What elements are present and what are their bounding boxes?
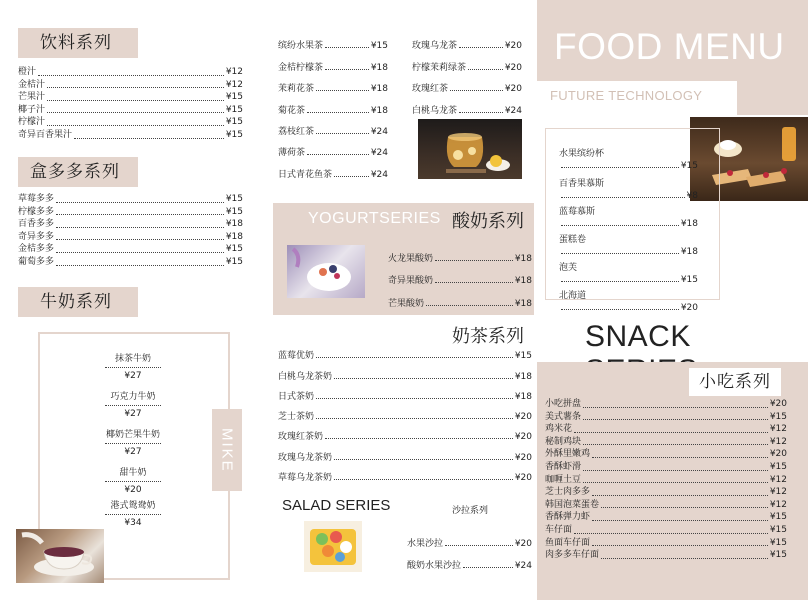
list-item: 香酥弹力虾 ¥15 [545,512,787,523]
yogurt-photo [287,245,365,298]
list-item: 肉多多车仔面 ¥15 [545,550,787,561]
snack-list [545,398,787,562]
list-item: 小吃拼盘 ¥20 [545,399,787,409]
salad-title-cn: 沙拉系列 [452,506,489,516]
list-item: 白桃乌龙茶 ¥24 [412,105,522,116]
fruit-tea-list-b [412,30,522,116]
list-item: 酸奶水果沙拉 ¥24 [407,561,532,571]
snack-title-cn-box [689,368,781,396]
list-item: 日式茶奶 ¥18 [278,391,532,402]
list-item: 椰奶芒果牛奶 ¥27 [105,430,160,457]
milk-tea-title: 奶茶系列 [452,326,524,347]
fruit-tea-list-a [278,30,388,180]
list-item: 日式青花鱼茶 ¥24 [278,169,388,180]
list-item: 水果缤纷杯 [559,149,605,159]
list-item: 蓝莓慕斯 [559,207,596,217]
list-item: 外酥里嫩鸡 ¥20 [545,449,787,460]
list-item: 柠檬茉莉绿茶 ¥20 [412,62,522,73]
list-item: 金桔汁 ¥12 [18,79,243,90]
list-item: 荔枝红茶 ¥24 [278,126,388,137]
list-item: 玫瑰乌龙茶 ¥20 [412,41,522,52]
list-item: 车仔面 ¥15 [545,524,787,535]
milk-side-label: MIKE [218,427,236,473]
list-item: 巧克力牛奶 ¥27 [80,391,186,420]
dessert-list [559,147,698,313]
boxes-header [18,157,138,187]
list-item: ¥8 [559,189,698,201]
yogurt-bowl-icon [287,245,365,298]
tea-cup-photo [16,529,104,583]
yogurt-title-cn: 酸奶系列 [452,211,524,232]
drinks-header [18,28,138,58]
teapot-photo [418,119,522,179]
list-item: 水果沙拉 ¥20 [407,539,532,549]
list-item: 缤纷水果茶 ¥15 [278,41,388,52]
tea-cup-icon [16,529,104,583]
list-item: 茉莉花茶 ¥18 [278,84,388,95]
list-item: 薄荷茶 ¥24 [278,148,388,159]
list-item: ¥18 [559,217,698,229]
salad-photo [304,521,362,572]
list-item: 金桔多多 ¥15 [18,244,243,255]
list-item: 菊花茶 ¥18 [278,105,388,116]
boxes-title: 盒多多系列 [30,162,120,182]
list-item: 柠檬多多 ¥15 [18,206,243,217]
list-item: 柠檬汁 ¥15 [18,117,243,128]
list-item: 火龙果酸奶 ¥18 [388,253,532,264]
header-title: FOOD MENU [554,26,785,67]
list-item: 芝士茶奶 ¥20 [278,412,532,423]
list-item: ¥15 [559,273,698,285]
snack-title-en: SNACK [585,320,691,353]
list-item: 蓝莓优奶 ¥15 [278,351,532,362]
salad-plate-icon [304,521,362,572]
list-item: 咖喱土豆 ¥12 [545,474,787,485]
list-item: 蛋糕卷 [559,235,587,245]
list-item: 港式鸳鸯奶 ¥34 [80,500,186,529]
list-item: 百香果慕斯 [559,179,605,189]
list-item: 葡萄多多 ¥15 [18,256,243,267]
list-item: 抹茶牛奶 ¥27 [80,353,186,382]
salad-list [407,527,532,571]
list-item: ¥18 [559,245,698,257]
list-item: 香酥虾滑 ¥15 [545,461,787,472]
list-item: ¥15 [559,159,698,171]
list-item: 百香多多 ¥18 [18,219,243,230]
list-item: 奇异百香果汁 ¥15 [18,129,243,140]
header-subtitle: FUTURE TECHNOLOGY [550,88,703,103]
list-item: 草莓多多 ¥15 [18,194,243,204]
list-item: 芒果汁 ¥15 [18,92,243,103]
list-item: 白桃乌龙茶奶 ¥18 [278,371,532,382]
list-item: 鱼面车仔面 ¥15 [545,537,787,548]
list-item: 芒果酸奶 ¥18 [388,298,532,309]
milk-header [18,287,138,317]
list-item: ¥20 [559,301,698,313]
list-item: 橙汁 ¥12 [18,67,243,77]
list-item: 芝士肉多多 ¥12 [545,487,787,498]
list-item: 北海道 [559,291,587,301]
salad-title-en: SALAD SERIES [282,497,391,514]
list-item: 奇异果酸奶 ¥18 [388,276,532,286]
yogurt-title-en: YOGURTSERIES [308,210,441,227]
list-item: 玫瑰红茶 ¥20 [412,84,522,95]
milk-side-tab [212,409,242,491]
list-item: 韩国泡菜蛋卷 ¥12 [545,499,787,510]
snack-title-cn: 小吃系列 [699,372,771,392]
list-item: 甜牛奶 ¥20 [80,467,186,496]
drinks-list [18,66,243,142]
boxes-list [18,193,243,269]
list-item: 奇异多多 ¥18 [18,231,243,242]
milk-tea-list [278,341,532,483]
list-item: 玫瑰红茶奶 ¥20 [278,432,532,443]
teapot-icon [418,119,522,179]
list-item: 鸡米花 ¥12 [545,424,787,435]
list-item: 椰子汁 ¥15 [18,104,243,115]
list-item: 草莓乌龙茶奶 ¥20 [278,473,532,484]
list-item: 秘制鸡块 ¥12 [545,436,787,447]
list-item: 金桔柠檬茶 ¥18 [278,62,388,73]
list-item: 玫瑰乌龙茶奶 ¥20 [278,452,532,463]
list-item: 美式薯条 ¥15 [545,411,787,422]
milk-list [80,353,186,529]
yogurt-list [388,241,532,309]
drinks-title: 饮料系列 [40,33,112,53]
list-item: 泡芙 [559,263,578,273]
milk-title: 牛奶系列 [40,292,112,312]
